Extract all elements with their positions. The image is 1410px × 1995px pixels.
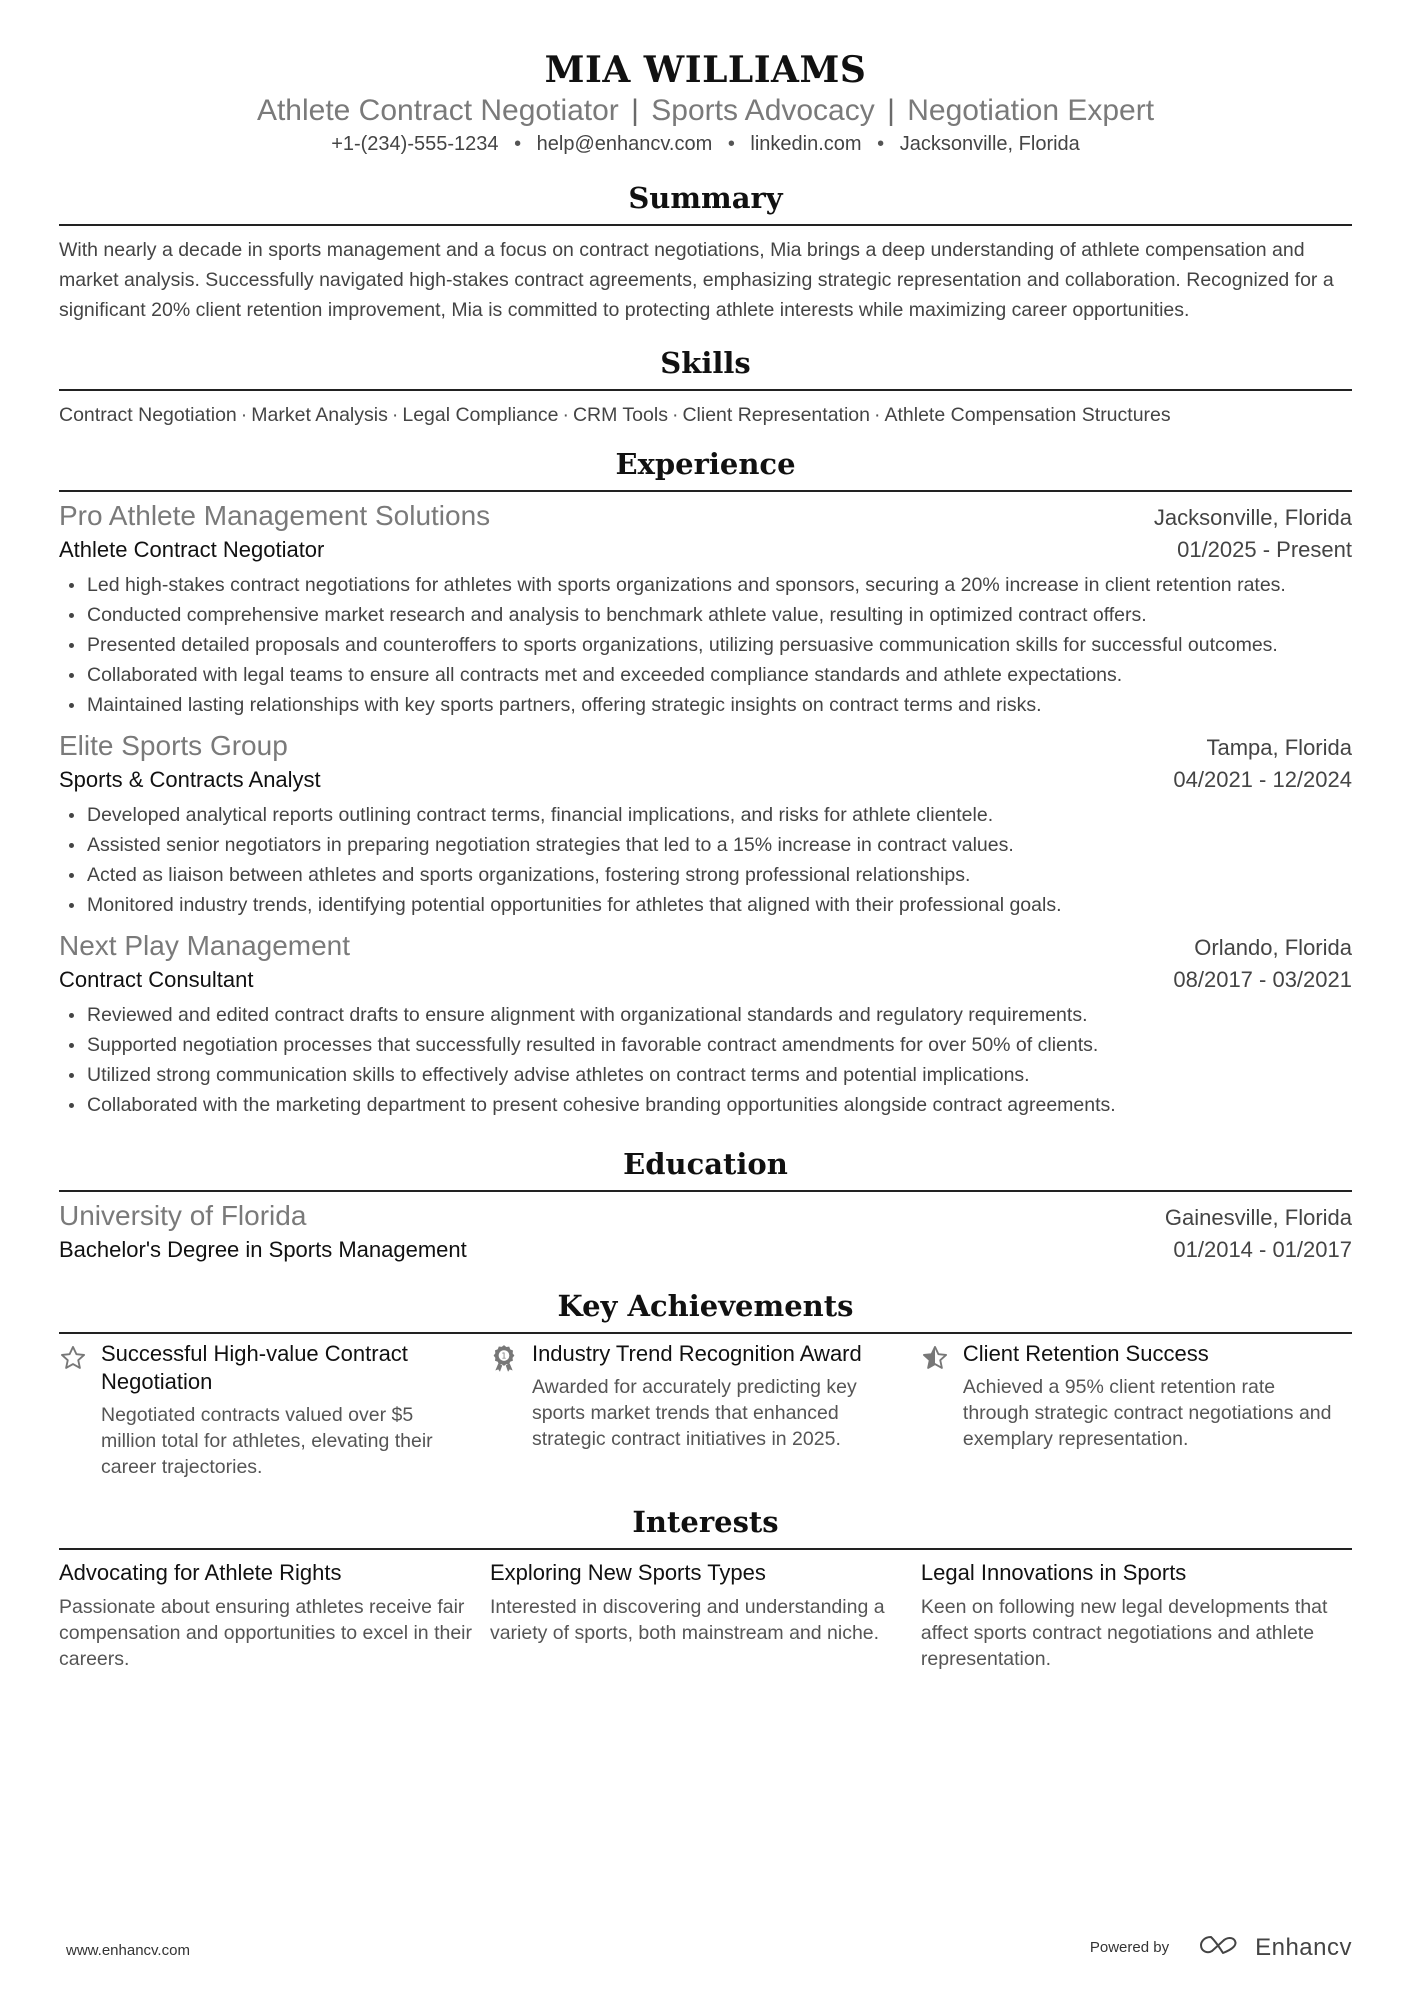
skill-separator: ·: [873, 404, 881, 426]
email[interactable]: help@enhancv.com: [536, 133, 713, 155]
skills-list: [59, 400, 1352, 430]
interest-description: Keen on following new legal developments that affect sports contract negotiations and athlete representation.: [920, 1596, 1328, 1670]
powered-by-label: Powered by: [1089, 1939, 1170, 1956]
phone[interactable]: +1-(234)-555-1234: [331, 133, 499, 155]
interest-title: Legal Innovations in Sports: [920, 1560, 1187, 1585]
bullet-item: Supported negotiation processes that successfully resulted in favorable contract amendments for over 50% of clients.: [59, 1030, 1352, 1060]
education-dates: 01/2014 - 01/2017: [1173, 1237, 1352, 1262]
skill-separator: ·: [562, 404, 569, 426]
footer-branding: [1090, 1933, 1352, 1962]
company-name: Next Play Management: [59, 930, 351, 961]
contact-separator: •: [514, 133, 522, 155]
bullet-item: Acted as liaison between athletes and sports organizations, fostering strong professional relationships.: [59, 860, 1352, 890]
company-name: Pro Athlete Management Solutions: [59, 500, 491, 531]
job-location: Orlando, Florida: [1194, 935, 1352, 960]
achievement-item: [921, 1340, 1352, 1480]
section-divider: [59, 389, 1352, 391]
degree: Bachelor's Degree in Sports Management: [59, 1237, 467, 1262]
skill-item: Contract Negotiation: [59, 404, 237, 426]
interest-title: Exploring New Sports Types: [489, 1560, 766, 1585]
achievement-title: Successful High-value Contract Negotiation: [101, 1341, 408, 1394]
job-title: Sports & Contracts Analyst: [59, 767, 321, 792]
achievement-description: Awarded for accurately predicting key sports market trends that enhanced strategic contract initiatives in 2025.: [531, 1376, 857, 1450]
interest-description: Interested in discovering and understanding a variety of sports, both mainstream and niche.: [489, 1596, 885, 1644]
resume-page: [59, 0, 1352, 1672]
bullet-item: Led high-stakes contract negotiations for athletes with sports organizations and sponsors, securing a 20% increase in client retention rates.: [59, 570, 1352, 600]
linkedin-link[interactable]: linkedin.com: [750, 133, 862, 155]
skill-item: CRM Tools: [572, 404, 668, 426]
school-name: University of Florida: [59, 1200, 307, 1231]
interest-title: Advocating for Athlete Rights: [59, 1560, 342, 1585]
contact-separator: •: [877, 133, 885, 155]
interests-section: [59, 1504, 1352, 1672]
section-divider: [59, 224, 1352, 226]
experience-section: [59, 446, 1352, 1120]
summary-section: [59, 180, 1352, 325]
education-section: [59, 1146, 1352, 1266]
job-bullets: [59, 570, 1352, 720]
brand-name: Enhancv: [1255, 1933, 1352, 1961]
star-outline-icon: [59, 1340, 101, 1480]
interest-item: [921, 1558, 1352, 1672]
svg-text:1: 1: [501, 1351, 507, 1361]
contact-separator: •: [727, 133, 735, 155]
bullet-item: Assisted senior negotiators in preparing negotiation strategies that led to a 15% increase in contract values.: [59, 830, 1352, 860]
skill-item: Market Analysis: [251, 404, 388, 426]
headline-separator: |: [631, 94, 639, 127]
education-entry: [59, 1198, 1352, 1266]
skill-item: Legal Compliance: [402, 404, 559, 426]
section-title-achievements: Key Achievements: [557, 1289, 854, 1323]
section-title-skills: Skills: [660, 346, 751, 380]
resume-header: [59, 0, 1352, 158]
job-dates: 08/2017 - 03/2021: [1173, 967, 1352, 992]
interest-item: [490, 1558, 921, 1672]
job-dates: 01/2025 - Present: [1177, 537, 1352, 562]
skill-item: Athlete Compensation Structures: [884, 404, 1171, 426]
company-name: Elite Sports Group: [59, 730, 288, 761]
section-divider: [59, 490, 1352, 492]
headline-part: Sports Advocacy: [651, 94, 875, 127]
section-title-experience: Experience: [615, 447, 796, 481]
skills-section: [59, 345, 1352, 430]
award-ribbon-icon: [490, 1340, 532, 1480]
job-title: Contract Consultant: [59, 967, 254, 992]
bullet-item: Utilized strong communication skills to effectively advise athletes on contract terms and potential implications.: [59, 1060, 1352, 1090]
job-dates: 04/2021 - 12/2024: [1173, 767, 1352, 792]
bullet-item: Developed analytical reports outlining contract terms, financial implications, and risks for athlete clientele.: [59, 800, 1352, 830]
bullet-item: Collaborated with the marketing department to present cohesive branding opportunities alongside contract agreements.: [59, 1090, 1352, 1120]
summary-text: With nearly a decade in sports management and a focus on contract negotiations, Mia brings a deep understanding of athlete compensation and market analysis. Successfully navigated high-stakes contract agreements, emphasizing strategic representation and collaboration. Recognized for a significant 20% client retention improvement, Mia is committed to protecting athlete interests while maximizing career opportunities.: [59, 239, 1334, 321]
experience-entry: [59, 928, 1352, 1120]
achievement-description: Achieved a 95% client retention rate through strategic contract negotiations and exemplary representation.: [962, 1376, 1332, 1450]
experience-entry: [59, 728, 1352, 920]
skill-item: Client Representation: [682, 404, 870, 426]
skill-separator: ·: [391, 404, 399, 426]
skill-separator: ·: [671, 404, 679, 426]
achievement-title: Client Retention Success: [962, 1341, 1209, 1366]
footer-website-link[interactable]: www.enhancv.com: [66, 1942, 190, 1959]
section-divider: [59, 1332, 1352, 1334]
interests-list: [59, 1558, 1352, 1672]
bullet-item: Presented detailed proposals and counteroffers to sports organizations, utilizing persuasive communication skills for successful outcomes.: [59, 630, 1352, 660]
skill-separator: ·: [240, 404, 248, 426]
half-star-icon: [921, 1340, 963, 1480]
headline-part: Athlete Contract Negotiator: [256, 94, 619, 127]
section-title-summary: Summary: [628, 181, 783, 215]
job-location: Jacksonville, Florida: [1153, 505, 1352, 530]
achievement-item: [490, 1340, 921, 1480]
bullet-item: Monitored industry trends, identifying potential opportunities for athletes that aligned with their professional goals.: [59, 890, 1352, 920]
contact-info: [59, 130, 1352, 158]
job-bullets: [59, 800, 1352, 920]
section-title-education: Education: [623, 1147, 788, 1181]
candidate-name: MIA WILLIAMS: [544, 49, 867, 91]
school-location: Gainesville, Florida: [1164, 1205, 1352, 1230]
job-title: Athlete Contract Negotiator: [59, 537, 325, 562]
achievement-item: [59, 1340, 490, 1480]
achievements-section: [59, 1288, 1352, 1480]
enhancv-logo-icon[interactable]: [1197, 1933, 1241, 1962]
headline-separator: |: [887, 94, 895, 127]
achievement-title: Industry Trend Recognition Award: [531, 1341, 862, 1366]
contact-location: Jacksonville, Florida: [899, 133, 1080, 155]
bullet-item: Reviewed and edited contract drafts to ensure alignment with organizational standards and regulatory requirements.: [59, 1000, 1352, 1030]
job-location: Tampa, Florida: [1206, 735, 1352, 760]
headline-part: Negotiation Expert: [907, 94, 1155, 127]
job-bullets: [59, 1000, 1352, 1120]
section-title-interests: Interests: [632, 1505, 779, 1539]
achievements-list: [59, 1340, 1352, 1480]
achievement-description: Negotiated contracts valued over $5 million total for athletes, elevating their career trajectories.: [101, 1404, 433, 1478]
section-divider: [59, 1190, 1352, 1192]
bullet-item: Collaborated with legal teams to ensure all contracts met and exceeded compliance standards and athlete expectations.: [59, 660, 1352, 690]
bullet-item: Conducted comprehensive market research and analysis to benchmark athlete value, resulting in optimized contract offers.: [59, 600, 1352, 630]
section-divider: [59, 1548, 1352, 1550]
interest-item: [59, 1558, 490, 1672]
bullet-item: Maintained lasting relationships with key sports partners, offering strategic insights on contract terms and risks.: [59, 690, 1352, 720]
interest-description: Passionate about ensuring athletes receive fair compensation and opportunities to excel in their careers.: [59, 1596, 473, 1670]
headline: [59, 92, 1352, 130]
experience-entry: [59, 498, 1352, 720]
